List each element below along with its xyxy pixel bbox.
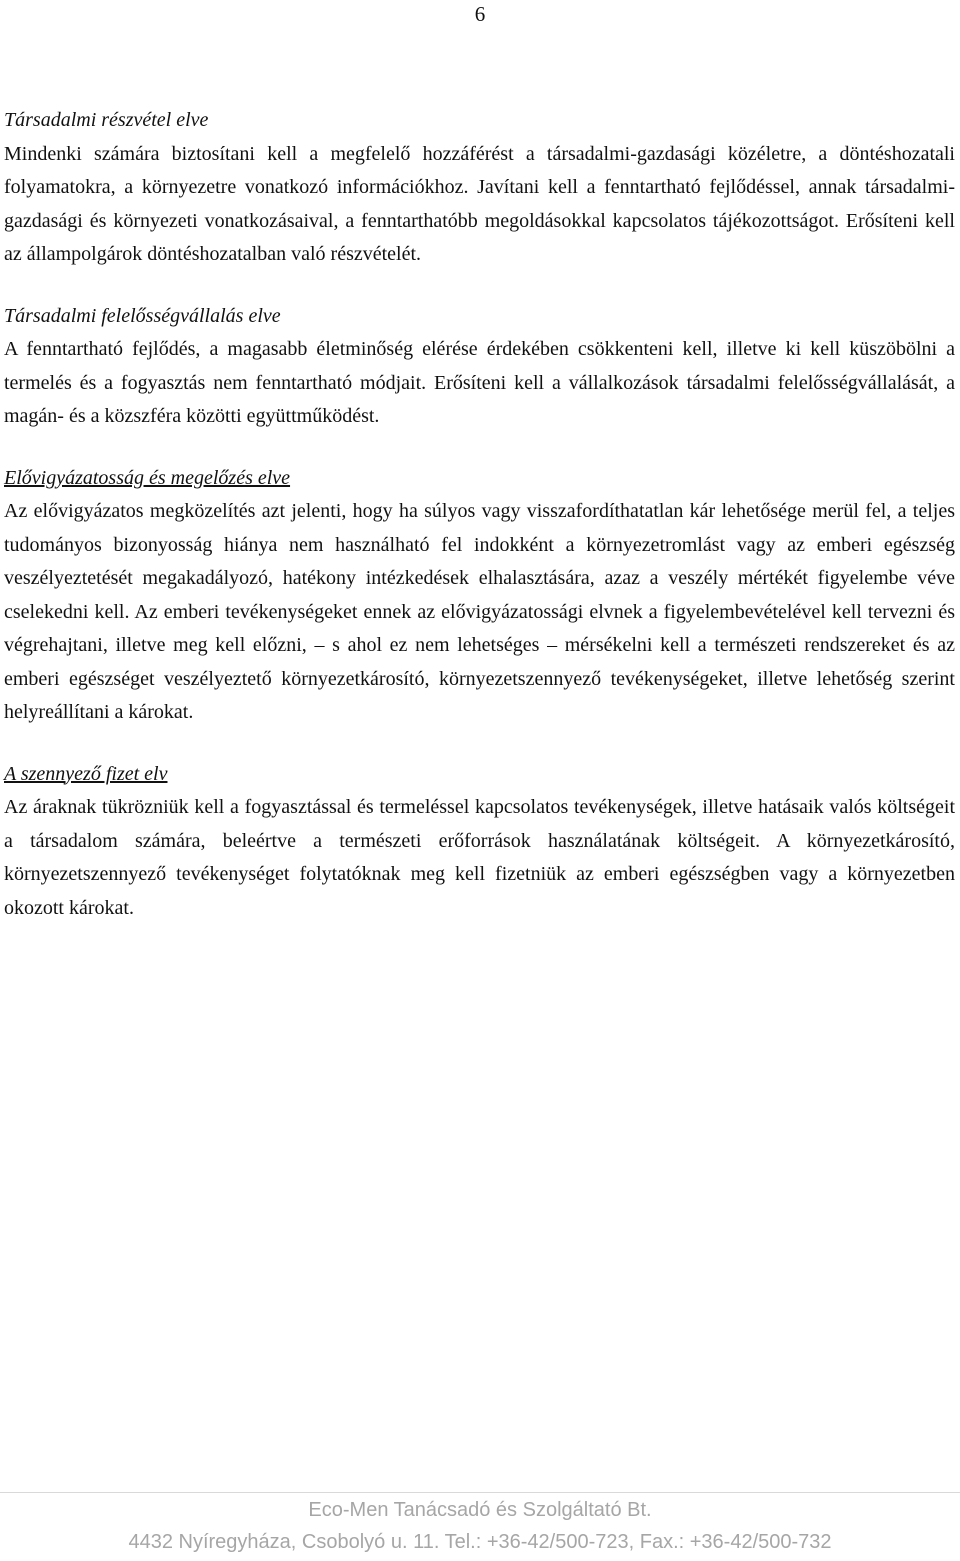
- footer-divider: [0, 1492, 960, 1493]
- section-paragraph: A fenntartható fejlődés, a magasabb életminőség elérése érdekében csökkenteni kell, illetve ki kell küszöbölni a termelés és a fogyasztás nem fenntartható módjait. Erősíteni kell a vállalkozások társadalmi felelősségvállalását, a magán- és a közszféra közötti együttműködést.: [4, 338, 955, 427]
- section-paragraph: Az elővigyázatos megközelítés azt jelenti, hogy ha súlyos vagy visszafordíthatatlan kár lehetősége merül fel, a teljes tudományos bizonyosság hiánya nem használható fel indokként a környezetromlást vagy az emberi egészség veszélyeztetését megakadályozó, hatékony intézkedések elhalasztására, azaz a veszély mértékét figyelembe véve cselekedni kell. Az emberi tevékenységeket ennek az elővigyázatossági elvnek a figyelembevételével kell tervezni és végrehajtani, illetve meg kell előzni, – s ahol ez nem lehetséges – mérsékelni kell a természeti rendszereket és az emberi egészséget veszélyeztető környezetkárosító, környezetszennyező tevékenységeket, illetve lehetőség szerint helyreállítani a károkat.: [4, 500, 955, 723]
- section-paragraph: Mindenki számára biztosítani kell a megfelelő hozzáférést a társadalmi-gazdasági közéletre, a döntéshozatali folyamatokra, a környezetre vonatkozó információkhoz. Javítani kell a fenntartható fejlődéssel, annak társadalmi-gazdasági és környezeti vonatkozásaival, a fenntarthatóbb megoldásokkal kapcsolatos tájékozottságot. Erősíteni kell az állampolgárok döntéshozatalban való részvételét.: [4, 142, 955, 265]
- section-heading: A szennyező fizet elv: [4, 762, 168, 785]
- footer-company-name: Eco-Men Tanácsadó és Szolgáltató Bt.: [308, 1499, 652, 1521]
- section-polluter-pays: [4, 758, 955, 926]
- page-footer: [0, 1492, 960, 1561]
- section-precaution-prevention: [4, 462, 955, 730]
- footer-address: 4432 Nyíregyháza, Csobolyó u. 11. Tel.: +36-42/500-723, Fax.: +36-42/500-732: [128, 1531, 832, 1553]
- section-heading: Társadalmi felelősségvállalás elve: [4, 304, 281, 327]
- section-paragraph: Az áraknak tükrözniük kell a fogyasztással és termeléssel kapcsolatos tevékenységek, illetve hatásaik valós költségeit a társadalom számára, beleértve a természeti erőforrások használatának költségeit. A környezetkárosító, környezetszennyező tevékenységet folytatóknak meg kell fizetniük az emberi egészségben vagy a környezetben okozott károkat.: [4, 796, 955, 919]
- section-social-responsibility: [4, 300, 955, 434]
- section-heading: Társadalmi részvétel elve: [4, 109, 209, 131]
- document-body: [4, 104, 955, 953]
- section-social-participation: [4, 104, 955, 272]
- page-number: 6: [474, 2, 486, 26]
- section-heading: Elővigyázatosság és megelőzés elve: [4, 466, 291, 489]
